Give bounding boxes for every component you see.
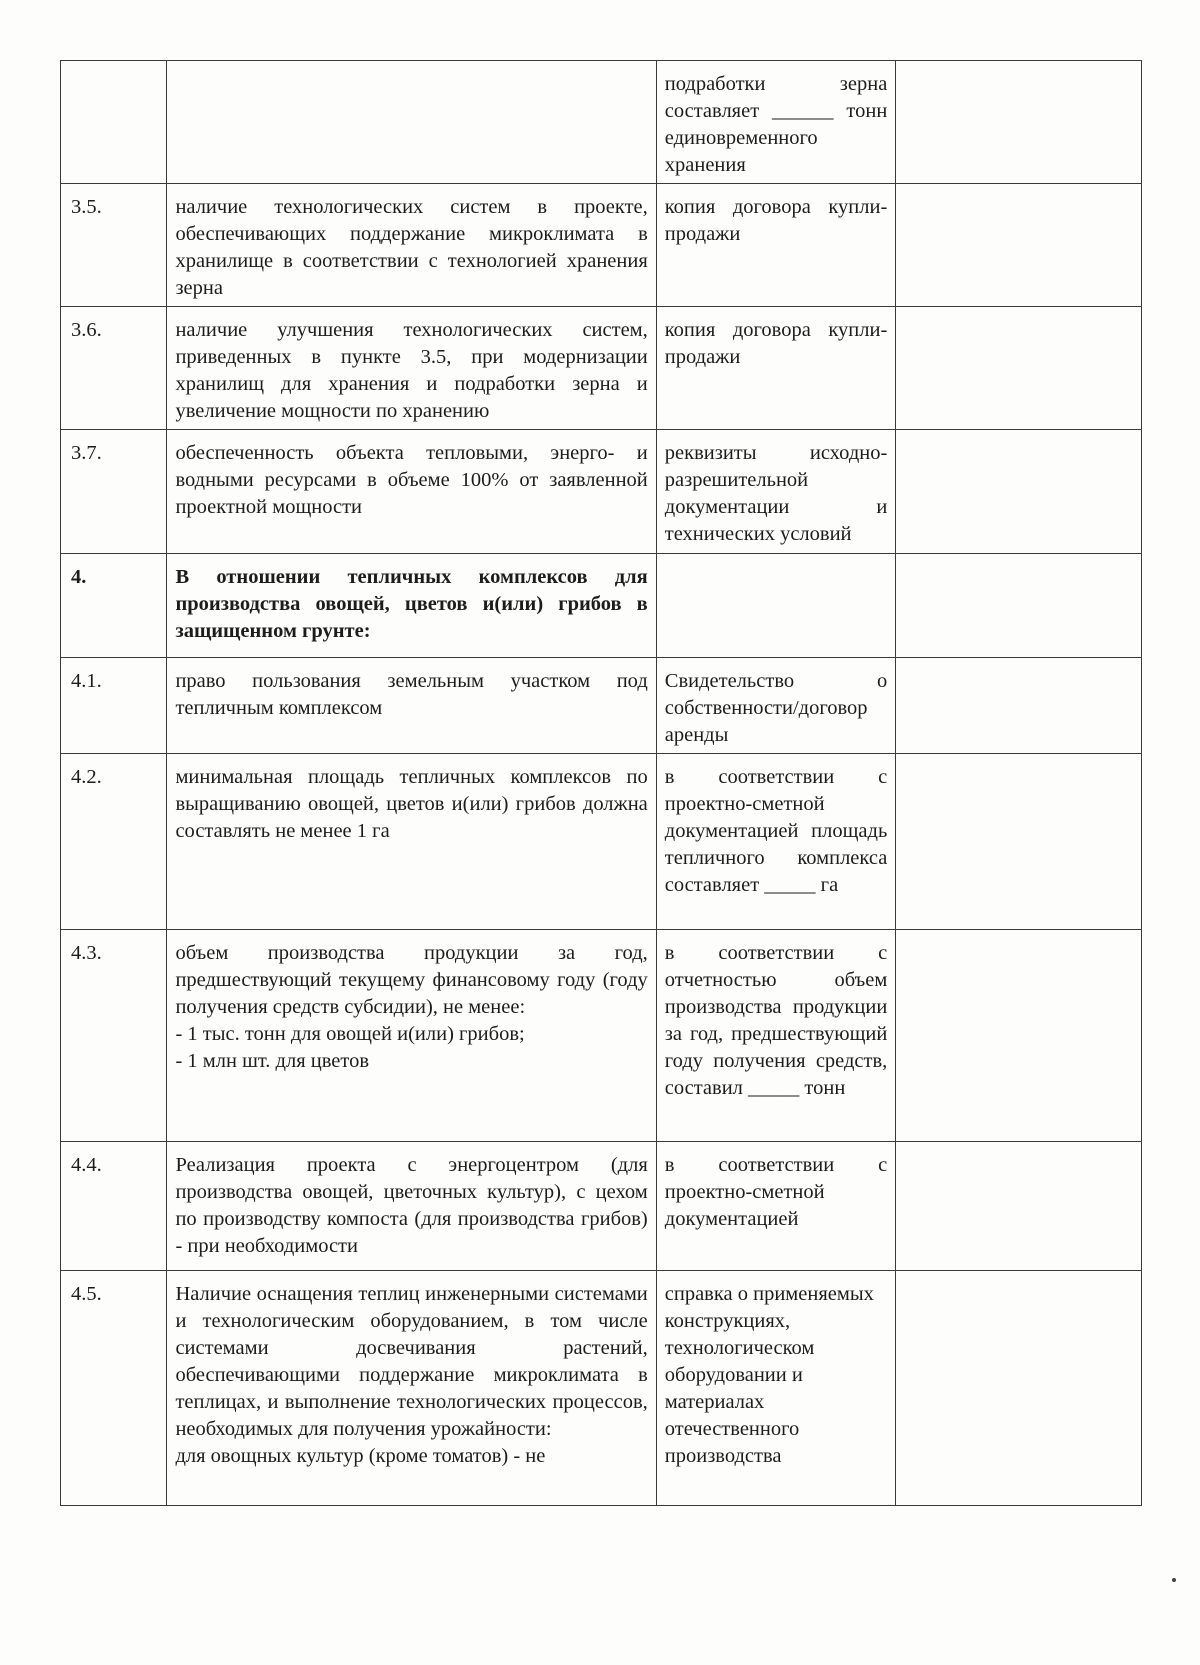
criterion-text: объем производства продукции за год, предшествующий текущему финансовому году (году получения средств субсидии), не менее: <box>175 942 648 1018</box>
section-title: В отношении тепличных комплексов для производства овощей, цветов и(или) грибов в защищенном грунте: <box>167 554 656 658</box>
row-number: 3.7. <box>61 430 167 554</box>
table-row <box>61 658 1142 754</box>
table-row <box>61 554 1142 658</box>
table-row <box>61 1271 1142 1506</box>
row-number: 4.4. <box>61 1142 167 1271</box>
score-cell <box>896 184 1142 307</box>
document-cell: реквизиты исходно-разрешительной документации и технических условий <box>656 430 896 554</box>
score-cell <box>896 658 1142 754</box>
criterion-cell: право пользования земельным участком под тепличным комплексом <box>167 658 656 754</box>
document-cell: копия договора купли-продажи <box>656 184 896 307</box>
row-number: 4.2. <box>61 754 167 930</box>
criterion-cell: обеспеченность объекта тепловыми, энерго- и водными ресурсами в объеме 100% от заявленной проектной мощности <box>167 430 656 554</box>
document-cell: справка о применяемых конструкциях, технологическом оборудовании и материалах отечественного производства <box>656 1271 896 1506</box>
table-row <box>61 307 1142 430</box>
score-cell <box>896 1142 1142 1271</box>
document-cell <box>656 554 896 658</box>
document-cell: копия договора купли-продажи <box>656 307 896 430</box>
table-row <box>61 430 1142 554</box>
row-number: 3.6. <box>61 307 167 430</box>
row-number: 4.5. <box>61 1271 167 1506</box>
criterion-cell: Реализация проекта с энергоцентром (для производства овощей, цветочных культур), с цехом по производству компоста (для производства грибов) - при необходимости <box>167 1142 656 1271</box>
score-cell <box>896 430 1142 554</box>
section-number: 4. <box>61 554 167 658</box>
criterion-cell <box>167 1271 656 1506</box>
document-cell: в соответствии с отчетностью объем производства продукции за год, предшествующий году получения средств, составил _____ тонн <box>656 930 896 1142</box>
criterion-text: для овощных культур (кроме томатов) - не <box>175 1445 546 1467</box>
criterion-cell <box>167 930 656 1142</box>
criterion-bullet: - 1 тыс. тонн для овощей и(или) грибов; <box>175 1023 525 1045</box>
row-number: 4.1. <box>61 658 167 754</box>
row-number: 4.3. <box>61 930 167 1142</box>
criterion-cell <box>167 61 656 184</box>
score-cell <box>896 1271 1142 1506</box>
row-number: 3.5. <box>61 184 167 307</box>
table-row <box>61 754 1142 930</box>
criterion-bullet: - 1 млн шт. для цветов <box>175 1050 369 1072</box>
criterion-text: Наличие оснащения теплиц инженерными системами и технологическим оборудованием, в том числе системами досвечивания растений, обеспечивающими поддержание микроклимата в теплицах, и выполнение технологических процессов, необходимых для получения урожайности: <box>175 1283 648 1440</box>
row-number <box>61 61 167 184</box>
document-cell: Свидетельство о собственности/договор аренды <box>656 658 896 754</box>
document-cell: подработки зерна составляет ______ тонн единовременного хранения <box>656 61 896 184</box>
score-cell <box>896 754 1142 930</box>
table-row <box>61 61 1142 184</box>
score-cell <box>896 307 1142 430</box>
table-row <box>61 184 1142 307</box>
criterion-cell: минимальная площадь тепличных комплексов по выращиванию овощей, цветов и(или) грибов должна составлять не менее 1 га <box>167 754 656 930</box>
score-cell <box>896 930 1142 1142</box>
table-row <box>61 1142 1142 1271</box>
scan-speck <box>1172 1578 1176 1582</box>
document-cell: в соответствии с проектно-сметной документацией <box>656 1142 896 1271</box>
document-cell: в соответствии с проектно-сметной документацией площадь тепличного комплекса составляет _____ га <box>656 754 896 930</box>
criterion-cell: наличие технологических систем в проекте, обеспечивающих поддержание микроклимата в хранилище в соответствии с технологией хранения зерна <box>167 184 656 307</box>
score-cell <box>896 61 1142 184</box>
criteria-table <box>60 60 1142 1506</box>
table-row <box>61 930 1142 1142</box>
score-cell <box>896 554 1142 658</box>
criterion-cell: наличие улучшения технологических систем, приведенных в пункте 3.5, при модернизации хранилищ для хранения и подработки зерна и увеличение мощности по хранению <box>167 307 656 430</box>
